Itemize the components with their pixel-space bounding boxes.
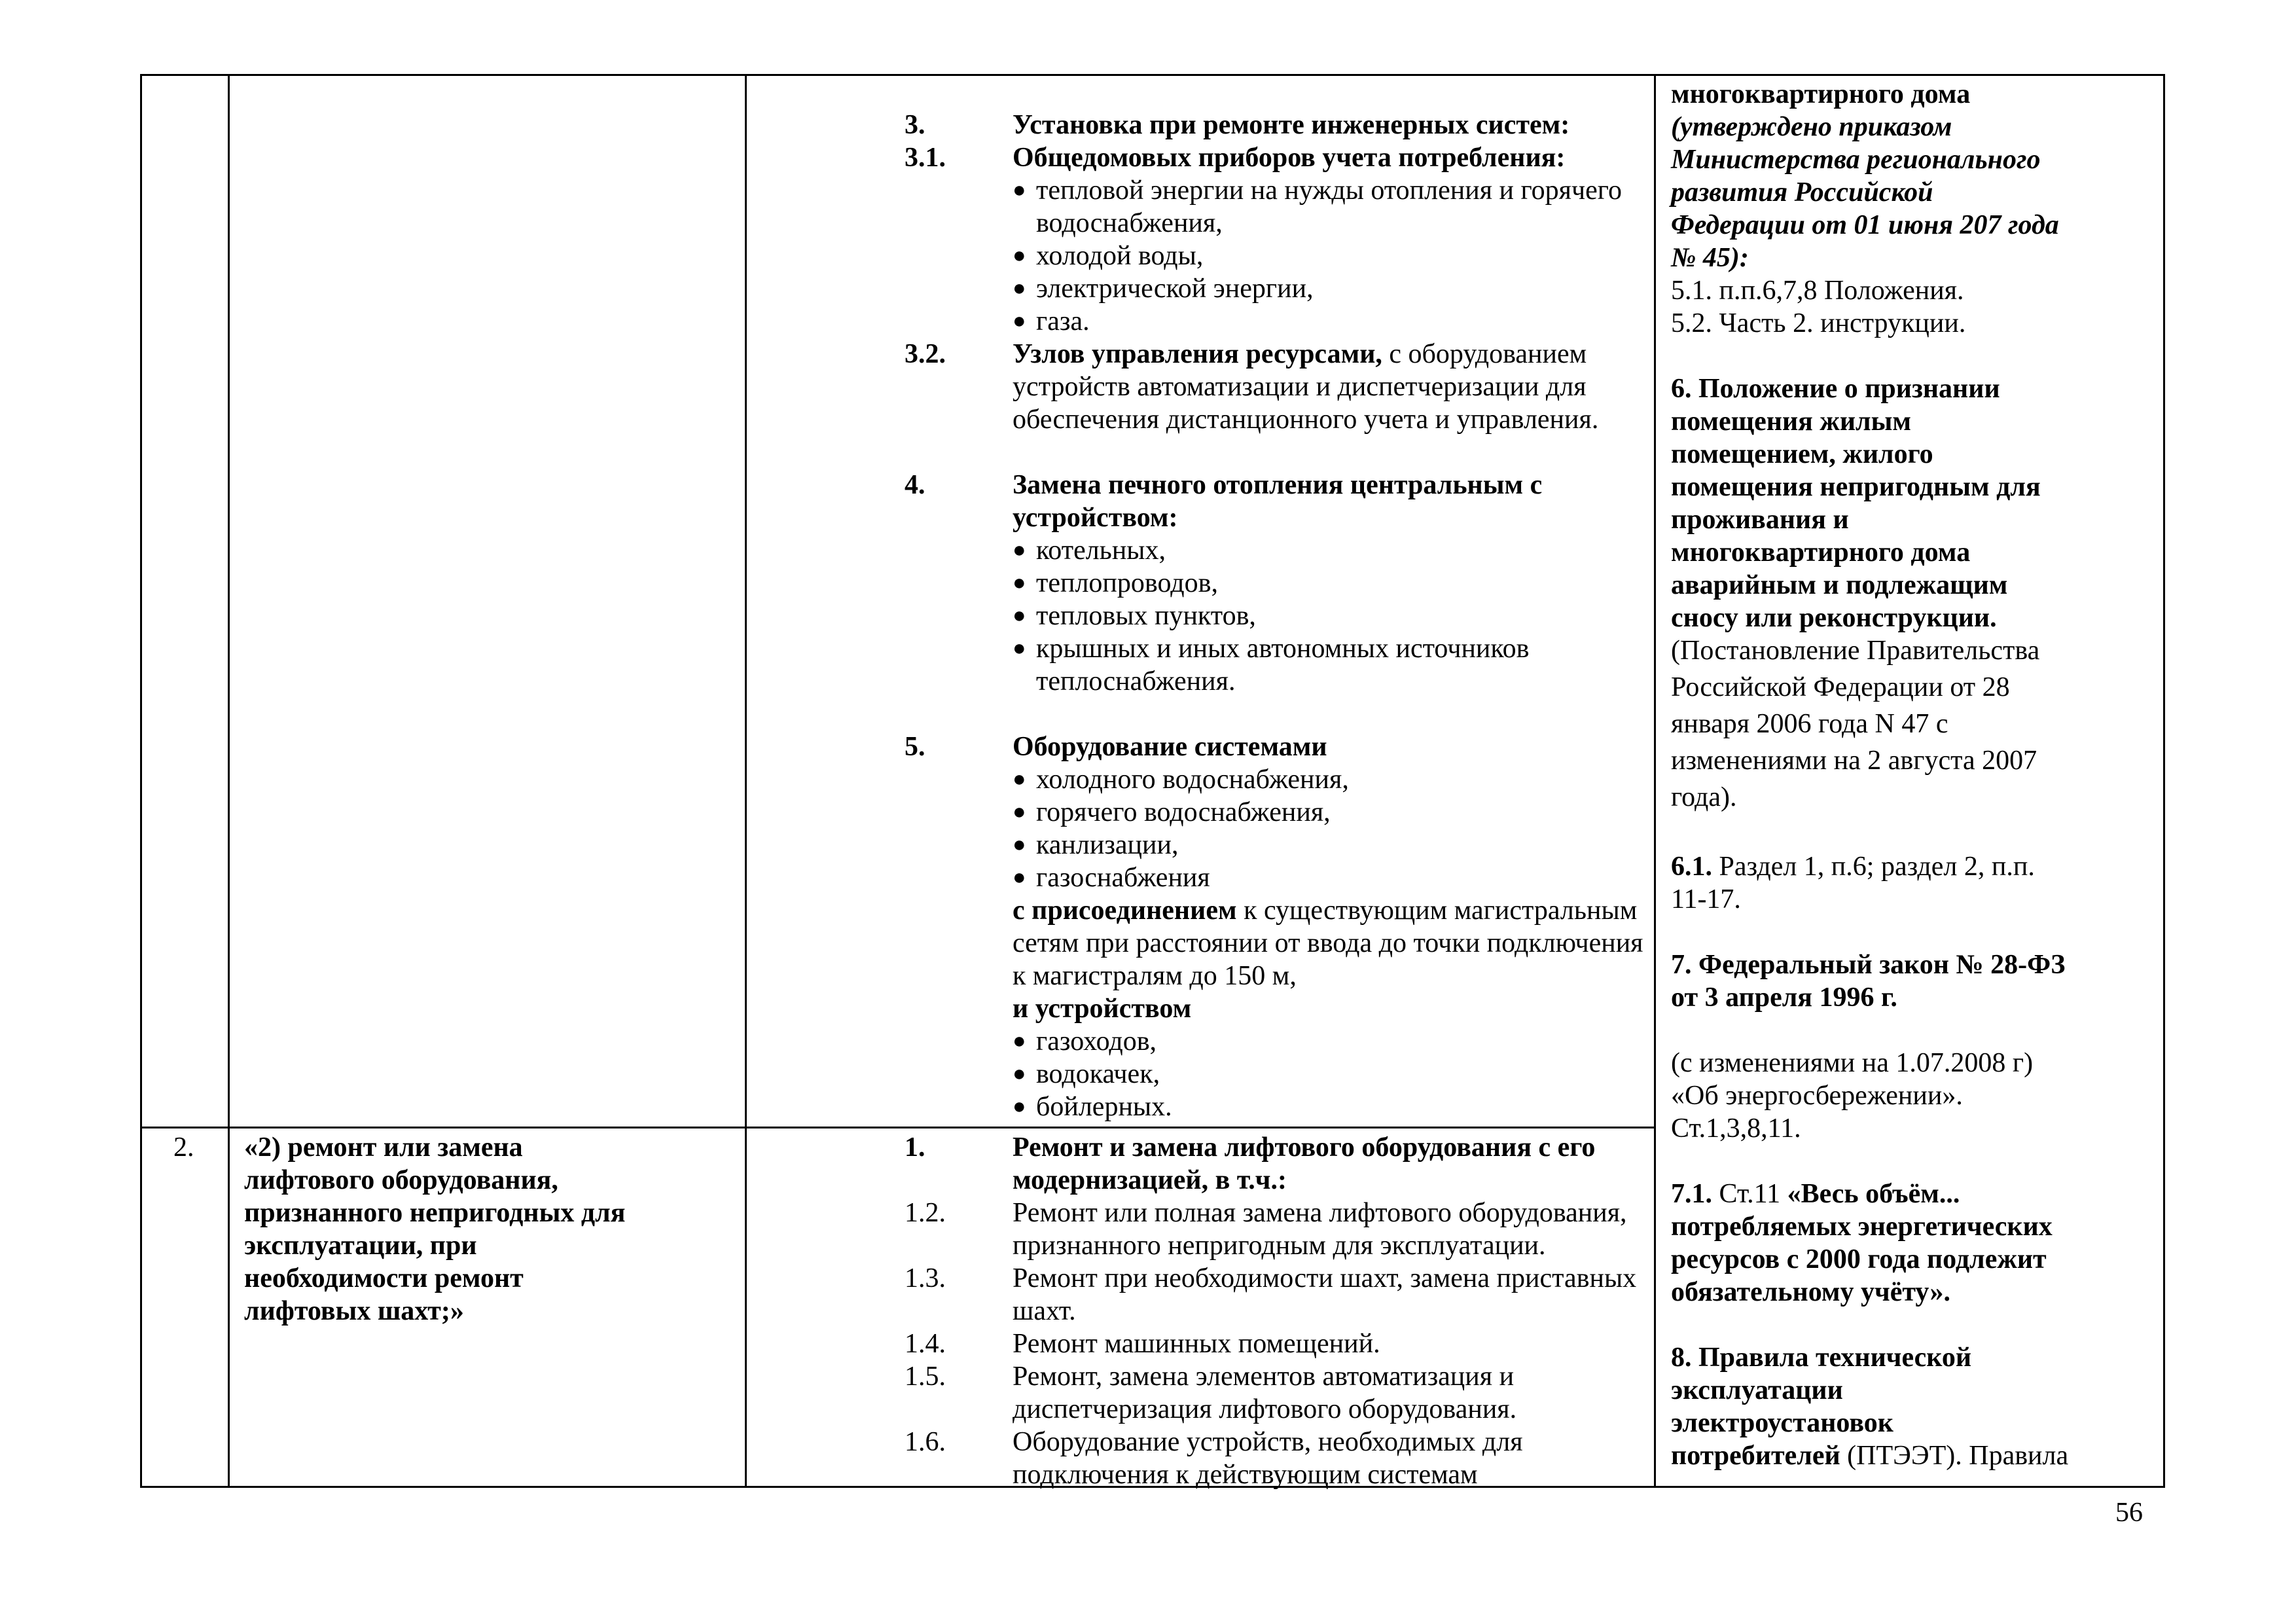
list-row [905, 403, 1775, 436]
item-normal-part: с оборудованием [1382, 339, 1587, 369]
item-text: диспетчеризация лифтового оборудования. [1013, 1394, 1517, 1424]
row1-work-list [905, 109, 1775, 1123]
item-normal-part: к существующим магистральным [1236, 895, 1638, 926]
title-line: необходимости ремонт [244, 1263, 524, 1293]
list-row [905, 1091, 1775, 1123]
continuation-text: водоснабжения, [1036, 208, 1223, 238]
item-text: признанного непригодным для эксплуатации. [1013, 1231, 1546, 1261]
item-number: 4. [905, 470, 925, 500]
title-line: эксплуатации, при [244, 1231, 477, 1261]
regulation-line: января 2006 года N 47 с [1671, 709, 1948, 739]
item-text: Ремонт или полная замена лифтового оборудования, [1013, 1198, 1627, 1228]
list-row [905, 1295, 1775, 1327]
bullet-text: котельных, [1036, 535, 1166, 566]
regulations-column [1671, 78, 2155, 1472]
bullet-icon: ● [1013, 178, 1026, 202]
list-row [905, 501, 1775, 534]
bullet-icon: ● [1013, 309, 1026, 333]
item-text: к магистралям до 150 м, [1013, 961, 1297, 991]
item-number: 1.4. [905, 1329, 946, 1359]
title-line: «2) ремонт или замена [244, 1132, 523, 1163]
regulation-line: сносу или реконструкции. [1671, 603, 1997, 633]
item-text: подключения к действующим системам [1013, 1460, 1478, 1490]
bullet-icon: ● [1013, 865, 1026, 890]
regulation-bold-part: потребителей [1671, 1441, 1840, 1471]
bullet-icon: ● [1013, 244, 1026, 268]
item-text: Ремонт при необходимости шахт, замена приставных [1013, 1263, 1637, 1293]
list-row [905, 927, 1775, 960]
list-row [905, 469, 1775, 501]
regulation-line: обязательному учёту». [1671, 1277, 1950, 1307]
regulation-line: № 45): [1671, 243, 1749, 273]
list-row [905, 370, 1775, 403]
regulation-line [1671, 850, 2155, 883]
bullet-text: электрической энергии, [1036, 274, 1314, 304]
list-row [905, 796, 1775, 829]
list-row [905, 1197, 1775, 1229]
list-row [905, 207, 1775, 240]
bullet-text: канлизации, [1036, 830, 1179, 860]
item-number: 1.3. [905, 1263, 946, 1293]
title-line: признанного непригодных для [244, 1198, 626, 1228]
bullet-text: газоснабжения [1036, 863, 1210, 893]
bullet-text: тепловых пунктов, [1036, 601, 1256, 631]
list-row [905, 534, 1775, 567]
item-text [1013, 894, 1637, 927]
bullet-icon: ● [1013, 800, 1026, 824]
regulation-line: (Постановление Правительства [1671, 636, 2040, 666]
list-row [905, 632, 1775, 665]
bullet-icon: ● [1013, 636, 1026, 660]
list-row [905, 731, 1775, 763]
list-row [905, 174, 1775, 207]
regulation-line: 8. Правила технической [1671, 1343, 1972, 1373]
list-row [905, 1360, 1775, 1393]
page-number: 56 [2115, 1498, 2143, 1528]
item-number: 1. [905, 1132, 925, 1163]
item-heading: Ремонт и замена лифтового оборудования с его [1013, 1132, 1596, 1163]
list-row [905, 861, 1775, 894]
bullet-text: тепловой энергии на нужды отопления и горячего [1036, 175, 1622, 206]
regulation-line: многоквартирного дома [1671, 79, 1971, 109]
item-text: Ремонт, замена элементов автоматизация и [1013, 1362, 1515, 1392]
list-row [905, 1327, 1775, 1360]
item-text: устройств автоматизации и диспетчеризации для [1013, 372, 1587, 402]
row-divider [142, 1127, 1656, 1128]
column-divider-1 [228, 76, 230, 1486]
regulation-bold-part: 6.1. [1671, 852, 1712, 882]
list-row [905, 1164, 1775, 1197]
bullet-text: холодного водоснабжения, [1036, 765, 1349, 795]
list-row [905, 1058, 1775, 1091]
bullet-icon: ● [1013, 604, 1026, 628]
bullet-icon: ● [1013, 767, 1026, 791]
list-row [905, 272, 1775, 305]
regulation-line: Министерства регионального [1671, 145, 2041, 175]
regulation-line: ресурсов с 2000 года подлежит [1671, 1244, 2047, 1274]
list-row [905, 1458, 1775, 1491]
item-number: 1.5. [905, 1362, 946, 1392]
item-heading: и устройством [1013, 994, 1192, 1024]
regulation-line: потребляемых энергетических [1671, 1212, 2053, 1242]
bullet-icon: ● [1013, 1062, 1026, 1086]
item-number: 1.2. [905, 1198, 946, 1228]
list-row [905, 829, 1775, 861]
row2-number: 2. [173, 1132, 194, 1163]
list-row [905, 109, 1775, 141]
regulation-line: Российской Федерации от 28 [1671, 672, 2010, 702]
list-row [905, 1393, 1775, 1426]
item-number: 1.6. [905, 1427, 946, 1457]
regulation-line: помещения жилым [1671, 406, 1911, 437]
regulation-line [1671, 1178, 2155, 1210]
item-text: Ремонт машинных помещений. [1013, 1329, 1380, 1359]
list-row [905, 1229, 1775, 1262]
regulation-line: 6. Положение о признании [1671, 374, 2000, 404]
bullet-icon: ● [1013, 571, 1026, 595]
bullet-text: горячего водоснабжения, [1036, 797, 1331, 827]
regulation-line: 7. Федеральный закон № 28-ФЗ [1671, 950, 2066, 980]
list-row [905, 305, 1775, 338]
item-number: 3. [905, 110, 925, 140]
item-heading: модернизацией, в т.ч.: [1013, 1165, 1287, 1195]
regulation-line: развития Российской [1671, 177, 1933, 208]
title-line: лифтовых шахт;» [244, 1296, 464, 1326]
regulation-line: 5.1. п.п.6,7,8 Положения. [1671, 276, 1964, 306]
item-heading: Общедомовых приборов учета потребления: [1013, 143, 1566, 173]
spacer [1671, 1145, 2155, 1178]
regulation-line: 5.2. Часть 2. инструкции. [1671, 308, 1966, 338]
bullet-text: газоходов, [1036, 1026, 1157, 1056]
regulation-line [1671, 1439, 2155, 1472]
list-row [905, 338, 1775, 370]
bullet-icon: ● [1013, 276, 1026, 300]
spacer [1671, 340, 2155, 372]
bullet-text: бойлерных. [1036, 1092, 1172, 1122]
bullet-text: крышных и иных автономных источников [1036, 634, 1530, 664]
list-row [905, 600, 1775, 632]
list-row [905, 665, 1775, 698]
item-bold-part: с присоединением [1013, 895, 1237, 926]
list-row [905, 436, 1775, 469]
spacer [1671, 1308, 2155, 1341]
bullet-text: теплопроводов, [1036, 568, 1218, 598]
item-text [1013, 338, 1587, 370]
regulation-line: электроустановок [1671, 1408, 1893, 1438]
item-heading: устройством: [1013, 503, 1178, 533]
list-row [905, 1262, 1775, 1295]
list-row [905, 763, 1775, 796]
list-row [905, 1426, 1775, 1458]
spacer [1671, 1014, 2155, 1047]
bullet-text: холодой воды, [1036, 241, 1204, 271]
item-number: 3.2. [905, 339, 946, 369]
list-row [905, 567, 1775, 600]
regulation-normal-part: (ПТЭЭТ). Правила [1840, 1441, 2069, 1471]
regulation-line: (утверждено приказом [1671, 112, 1952, 142]
item-bold-part: Узлов управления ресурсами, [1013, 339, 1382, 369]
regulation-line: проживания и [1671, 505, 1849, 535]
list-row [905, 894, 1775, 927]
regulation-line: изменениями на 2 августа 2007 [1671, 746, 2037, 776]
item-number: 3.1. [905, 143, 946, 173]
regulation-line: помещением, жилого [1671, 439, 1933, 469]
row2-title [244, 1131, 735, 1327]
regulation-line: «Об энергосбережении». [1671, 1081, 1963, 1111]
bullet-text: водокачек, [1036, 1059, 1160, 1089]
bullet-icon: ● [1013, 833, 1026, 857]
spacer [1671, 818, 2155, 850]
item-heading: Оборудование системами [1013, 732, 1327, 762]
list-row [905, 1025, 1775, 1058]
regulation-normal-part: Ст.11 [1712, 1179, 1787, 1209]
list-row [905, 960, 1775, 992]
item-number: 5. [905, 732, 925, 762]
regulation-line: помещения непригодным для [1671, 472, 2041, 502]
requirements-table [140, 74, 2165, 1488]
regulation-line: аварийным и подлежащим [1671, 570, 2008, 600]
regulation-bold-part: «Весь объём... [1787, 1179, 1960, 1209]
list-row [905, 240, 1775, 272]
item-heading: Установка при ремонте инженерных систем: [1013, 110, 1570, 140]
regulation-line: эксплуатации [1671, 1375, 1843, 1405]
list-row [905, 698, 1775, 731]
item-text: обеспечения дистанционного учета и управления. [1013, 405, 1599, 435]
bullet-icon: ● [1013, 1094, 1026, 1119]
list-row [905, 1131, 1775, 1164]
regulation-line: от 3 апреля 1996 г. [1671, 983, 1897, 1013]
regulation-line: (с изменениями на 1.07.2008 г) [1671, 1048, 2034, 1078]
regulation-line: года). [1671, 782, 1737, 812]
bullet-icon: ● [1013, 538, 1026, 562]
regulation-line: Ст.1,3,8,11. [1671, 1113, 1801, 1144]
list-row [905, 141, 1775, 174]
regulation-line: 11-17. [1671, 884, 1741, 914]
regulation-bold-part: 7.1. [1671, 1179, 1712, 1209]
bullet-text: газа. [1036, 306, 1090, 336]
item-text: Оборудование устройств, необходимых для [1013, 1427, 1523, 1457]
row2-work-list [905, 1131, 1775, 1491]
regulation-normal-part: Раздел 1, п.6; раздел 2, п.п. [1712, 852, 2035, 882]
title-line: лифтового оборудования, [244, 1165, 558, 1195]
spacer [1671, 916, 2155, 948]
item-text: сетям при расстоянии от ввода до точки подключения [1013, 928, 1643, 958]
item-heading: Замена печного отопления центральным с [1013, 470, 1543, 500]
list-row [905, 992, 1775, 1025]
regulation-line: Федерации от 01 июня 207 года [1671, 210, 2059, 240]
column-divider-2 [745, 76, 747, 1486]
bullet-icon: ● [1013, 1029, 1026, 1053]
item-text: шахт. [1013, 1296, 1076, 1326]
regulation-line: многоквартирного дома [1671, 537, 1971, 568]
continuation-text: теплоснабжения. [1036, 666, 1236, 696]
